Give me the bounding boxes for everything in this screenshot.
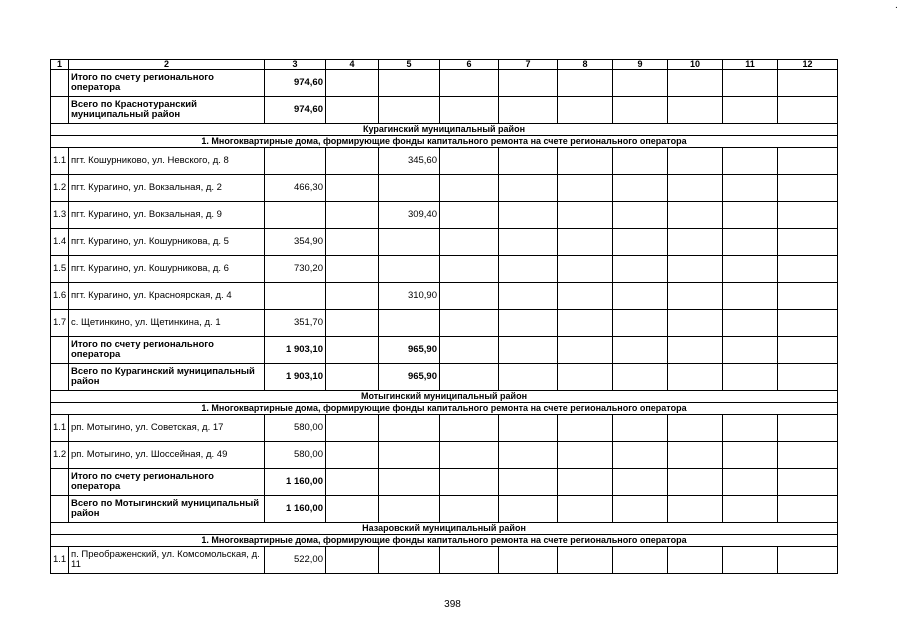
empty-cell-col4	[326, 496, 379, 523]
empty-cell-col12	[778, 337, 838, 364]
empty-cell-col4	[326, 202, 379, 229]
empty-cell-col10	[668, 97, 723, 124]
row-number	[51, 70, 69, 97]
empty-cell-col8	[558, 202, 613, 229]
row-number	[51, 97, 69, 124]
address-cell: рп. Мотыгино, ул. Советская, д. 17	[69, 415, 265, 442]
empty-cell-col6	[440, 364, 499, 391]
section-header-row	[51, 136, 838, 148]
total-row	[51, 469, 838, 496]
row-number: 1.4	[51, 229, 69, 256]
section-header-row	[51, 124, 838, 136]
empty-cell-col11	[723, 415, 778, 442]
empty-cell-col12	[778, 442, 838, 469]
empty-cell-col9	[613, 337, 668, 364]
section-title: 1. Многоквартирные дома, формирующие фонды капитального ремонта на счете регионального оператора	[51, 136, 838, 148]
empty-cell-col11	[723, 496, 778, 523]
header-cell-9: 9	[613, 60, 668, 70]
empty-cell-col6	[440, 415, 499, 442]
empty-cell-col8	[558, 496, 613, 523]
empty-cell-col4	[326, 547, 379, 574]
empty-cell-col9	[613, 415, 668, 442]
empty-cell-col6	[440, 202, 499, 229]
row-number: 1.1	[51, 415, 69, 442]
empty-cell-col12	[778, 97, 838, 124]
section-title: Назаровский муниципальный район	[51, 523, 838, 535]
empty-cell-col8	[558, 70, 613, 97]
section-title: Курагинский муниципальный район	[51, 124, 838, 136]
empty-cell-col6	[440, 337, 499, 364]
header-cell-7: 7	[499, 60, 558, 70]
empty-cell-col12	[778, 415, 838, 442]
value-cell-col5: 310,90	[379, 283, 440, 310]
empty-cell-col4	[326, 97, 379, 124]
address-cell: пгт. Курагино, ул. Вокзальная, д. 2	[69, 175, 265, 202]
address-cell: пгт. Курагино, ул. Красноярская, д. 4	[69, 283, 265, 310]
value-cell-col5	[379, 256, 440, 283]
value-cell-col5	[379, 496, 440, 523]
empty-cell-col9	[613, 283, 668, 310]
empty-cell-col7	[499, 547, 558, 574]
address-cell: пгт. Курагино, ул. Кошурникова, д. 6	[69, 256, 265, 283]
empty-cell-col7	[499, 283, 558, 310]
empty-cell-col10	[668, 496, 723, 523]
empty-cell-col12	[778, 70, 838, 97]
row-number: 1.2	[51, 175, 69, 202]
value-cell-col5	[379, 415, 440, 442]
total-row	[51, 337, 838, 364]
empty-cell-col6	[440, 442, 499, 469]
value-cell-col3	[265, 148, 326, 175]
header-cell-8: 8	[558, 60, 613, 70]
corner-mark: .	[895, 0, 898, 11]
empty-cell-col6	[440, 469, 499, 496]
empty-cell-col7	[499, 175, 558, 202]
empty-cell-col12	[778, 496, 838, 523]
empty-cell-col11	[723, 256, 778, 283]
address-cell: пгт. Курагино, ул. Кошурникова, д. 5	[69, 229, 265, 256]
empty-cell-col8	[558, 148, 613, 175]
value-cell-col5	[379, 442, 440, 469]
empty-cell-col9	[613, 202, 668, 229]
row-number: 1.7	[51, 310, 69, 337]
empty-cell-col9	[613, 442, 668, 469]
empty-cell-col8	[558, 256, 613, 283]
address-cell: Итого по счету регионального оператора	[69, 469, 265, 496]
address-cell: пгт. Курагино, ул. Вокзальная, д. 9	[69, 202, 265, 229]
empty-cell-col4	[326, 364, 379, 391]
empty-cell-col7	[499, 469, 558, 496]
empty-cell-col11	[723, 97, 778, 124]
empty-cell-col10	[668, 547, 723, 574]
value-cell-col5	[379, 229, 440, 256]
empty-cell-col12	[778, 283, 838, 310]
empty-cell-col9	[613, 364, 668, 391]
address-cell: рп. Мотыгино, ул. Шоссейная, д. 49	[69, 442, 265, 469]
empty-cell-col7	[499, 202, 558, 229]
row-number: 1.2	[51, 442, 69, 469]
total-row	[51, 496, 838, 523]
header-cell-4: 4	[326, 60, 379, 70]
empty-cell-col10	[668, 337, 723, 364]
header-cell-2: 2	[69, 60, 265, 70]
empty-cell-col6	[440, 256, 499, 283]
empty-cell-col4	[326, 256, 379, 283]
section-title: Мотыгинский муниципальный район	[51, 391, 838, 403]
header-cell-11: 11	[723, 60, 778, 70]
empty-cell-col9	[613, 547, 668, 574]
value-cell-col5	[379, 310, 440, 337]
header-cell-12: 12	[778, 60, 838, 70]
empty-cell-col10	[668, 202, 723, 229]
empty-cell-col11	[723, 283, 778, 310]
row-number	[51, 337, 69, 364]
empty-cell-col7	[499, 70, 558, 97]
empty-cell-col4	[326, 229, 379, 256]
empty-cell-col10	[668, 229, 723, 256]
empty-cell-col7	[499, 310, 558, 337]
empty-cell-col7	[499, 415, 558, 442]
empty-cell-col10	[668, 442, 723, 469]
empty-cell-col8	[558, 547, 613, 574]
value-cell-col5	[379, 175, 440, 202]
row-number	[51, 364, 69, 391]
empty-cell-col6	[440, 229, 499, 256]
section-title: 1. Многоквартирные дома, формирующие фонды капитального ремонта на счете регионального оператора	[51, 535, 838, 547]
empty-cell-col12	[778, 256, 838, 283]
empty-cell-col6	[440, 70, 499, 97]
header-cell-1: 1	[51, 60, 69, 70]
value-cell-col3: 522,00	[265, 547, 326, 574]
empty-cell-col11	[723, 229, 778, 256]
table-row	[51, 229, 838, 256]
empty-cell-col11	[723, 70, 778, 97]
empty-cell-col9	[613, 175, 668, 202]
empty-cell-col9	[613, 310, 668, 337]
address-cell: Итого по счету регионального оператора	[69, 70, 265, 97]
empty-cell-col12	[778, 175, 838, 202]
empty-cell-col4	[326, 148, 379, 175]
empty-cell-col6	[440, 547, 499, 574]
empty-cell-col10	[668, 469, 723, 496]
empty-cell-col11	[723, 310, 778, 337]
value-cell-col5	[379, 97, 440, 124]
value-cell-col3: 580,00	[265, 442, 326, 469]
table-row	[51, 547, 838, 574]
empty-cell-col12	[778, 364, 838, 391]
value-cell-col3: 580,00	[265, 415, 326, 442]
value-cell-col5: 345,60	[379, 148, 440, 175]
empty-cell-col6	[440, 97, 499, 124]
empty-cell-col7	[499, 337, 558, 364]
empty-cell-col4	[326, 70, 379, 97]
empty-cell-col11	[723, 175, 778, 202]
empty-cell-col9	[613, 469, 668, 496]
empty-cell-col8	[558, 337, 613, 364]
total-row	[51, 70, 838, 97]
value-cell-col3: 1 160,00	[265, 469, 326, 496]
value-cell-col5: 309,40	[379, 202, 440, 229]
empty-cell-col4	[326, 175, 379, 202]
empty-cell-col6	[440, 283, 499, 310]
row-number: 1.1	[51, 148, 69, 175]
empty-cell-col12	[778, 148, 838, 175]
empty-cell-col9	[613, 256, 668, 283]
value-cell-col3	[265, 202, 326, 229]
address-cell: с. Щетинкино, ул. Щетинкина, д. 1	[69, 310, 265, 337]
row-number	[51, 496, 69, 523]
header-cell-10: 10	[668, 60, 723, 70]
empty-cell-col12	[778, 547, 838, 574]
address-cell: Всего по Мотыгинский муниципальный район	[69, 496, 265, 523]
value-cell-col3: 351,70	[265, 310, 326, 337]
empty-cell-col8	[558, 310, 613, 337]
table-row	[51, 442, 838, 469]
empty-cell-col7	[499, 148, 558, 175]
row-number: 1.3	[51, 202, 69, 229]
header-row	[51, 60, 838, 70]
empty-cell-col10	[668, 148, 723, 175]
empty-cell-col10	[668, 310, 723, 337]
table-row	[51, 256, 838, 283]
empty-cell-col8	[558, 97, 613, 124]
empty-cell-col4	[326, 283, 379, 310]
empty-cell-col7	[499, 496, 558, 523]
empty-cell-col11	[723, 364, 778, 391]
table-row	[51, 310, 838, 337]
row-number	[51, 469, 69, 496]
page-number: 398	[444, 599, 461, 610]
empty-cell-col7	[499, 364, 558, 391]
section-header-row	[51, 391, 838, 403]
value-cell-col5	[379, 469, 440, 496]
section-header-row	[51, 403, 838, 415]
header-cell-6: 6	[440, 60, 499, 70]
address-cell: Итого по счету регионального оператора	[69, 337, 265, 364]
value-cell-col3	[265, 283, 326, 310]
empty-cell-col10	[668, 283, 723, 310]
value-cell-col3: 466,30	[265, 175, 326, 202]
empty-cell-col11	[723, 469, 778, 496]
row-number: 1.1	[51, 547, 69, 574]
empty-cell-col7	[499, 256, 558, 283]
address-cell: Всего по Краснотуранский муниципальный район	[69, 97, 265, 124]
empty-cell-col8	[558, 175, 613, 202]
empty-cell-col11	[723, 148, 778, 175]
table-row	[51, 175, 838, 202]
empty-cell-col12	[778, 229, 838, 256]
empty-cell-col10	[668, 415, 723, 442]
total-row	[51, 97, 838, 124]
header-cell-3: 3	[265, 60, 326, 70]
value-cell-col3: 974,60	[265, 97, 326, 124]
value-cell-col3: 1 903,10	[265, 337, 326, 364]
table-row	[51, 283, 838, 310]
empty-cell-col9	[613, 229, 668, 256]
empty-cell-col6	[440, 148, 499, 175]
empty-cell-col8	[558, 229, 613, 256]
empty-cell-col11	[723, 547, 778, 574]
empty-cell-col10	[668, 256, 723, 283]
empty-cell-col11	[723, 442, 778, 469]
row-number: 1.6	[51, 283, 69, 310]
empty-cell-col11	[723, 202, 778, 229]
empty-cell-col9	[613, 70, 668, 97]
value-cell-col5	[379, 70, 440, 97]
capital-repair-table	[50, 59, 838, 574]
empty-cell-col9	[613, 97, 668, 124]
empty-cell-col8	[558, 415, 613, 442]
empty-cell-col8	[558, 283, 613, 310]
empty-cell-col12	[778, 310, 838, 337]
total-row	[51, 364, 838, 391]
empty-cell-col7	[499, 229, 558, 256]
empty-cell-col4	[326, 310, 379, 337]
empty-cell-col4	[326, 415, 379, 442]
empty-cell-col4	[326, 337, 379, 364]
table-row	[51, 148, 838, 175]
empty-cell-col8	[558, 442, 613, 469]
value-cell-col3: 354,90	[265, 229, 326, 256]
table-row	[51, 202, 838, 229]
address-cell: п. Преображенский, ул. Комсомольская, д. 11	[69, 547, 265, 574]
address-cell: Всего по Курагинский муниципальный район	[69, 364, 265, 391]
value-cell-col3: 1 160,00	[265, 496, 326, 523]
empty-cell-col8	[558, 469, 613, 496]
empty-cell-col9	[613, 148, 668, 175]
empty-cell-col6	[440, 310, 499, 337]
section-title: 1. Многоквартирные дома, формирующие фонды капитального ремонта на счете регионального оператора	[51, 403, 838, 415]
empty-cell-col8	[558, 364, 613, 391]
empty-cell-col7	[499, 97, 558, 124]
empty-cell-col10	[668, 364, 723, 391]
table-row	[51, 415, 838, 442]
value-cell-col3: 730,20	[265, 256, 326, 283]
row-number: 1.5	[51, 256, 69, 283]
section-header-row	[51, 523, 838, 535]
section-header-row	[51, 535, 838, 547]
value-cell-col3: 1 903,10	[265, 364, 326, 391]
empty-cell-col9	[613, 496, 668, 523]
empty-cell-col10	[668, 175, 723, 202]
empty-cell-col4	[326, 442, 379, 469]
value-cell-col5	[379, 547, 440, 574]
empty-cell-col12	[778, 202, 838, 229]
header-cell-5: 5	[379, 60, 440, 70]
empty-cell-col6	[440, 496, 499, 523]
empty-cell-col6	[440, 175, 499, 202]
empty-cell-col4	[326, 469, 379, 496]
table-body	[51, 60, 838, 574]
empty-cell-col12	[778, 469, 838, 496]
address-cell: пгт. Кошурниково, ул. Невского, д. 8	[69, 148, 265, 175]
empty-cell-col11	[723, 337, 778, 364]
empty-cell-col10	[668, 70, 723, 97]
empty-cell-col7	[499, 442, 558, 469]
value-cell-col3: 974,60	[265, 70, 326, 97]
value-cell-col5: 965,90	[379, 364, 440, 391]
value-cell-col5: 965,90	[379, 337, 440, 364]
